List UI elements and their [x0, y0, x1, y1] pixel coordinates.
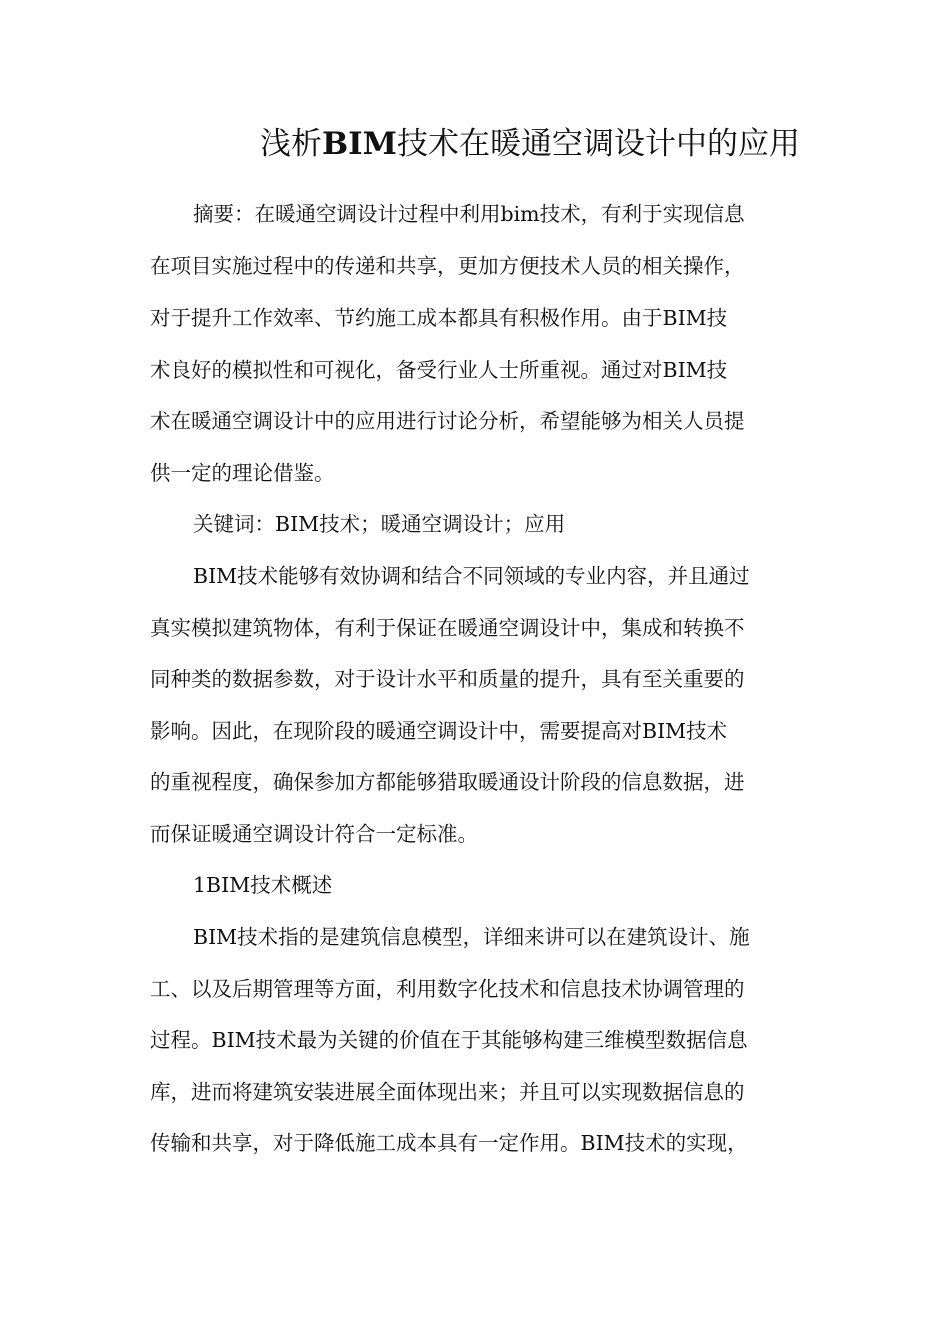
abstract-line: 对于提升工作效率、节约施工成本都具有积极作用。由于BIM技 — [150, 306, 728, 330]
body-line: 的重视程度，确保参加方都能够猎取暖通设计阶段的信息数据，进 — [150, 770, 745, 794]
body-line: 真实模拟建筑物体，有利于保证在暖通空调设计中，集成和转换不 — [150, 616, 745, 640]
abstract-line: 在项目实施过程中的传递和共享，更加方便技术人员的相关操作， — [150, 254, 745, 278]
body-line: 工、以及后期管理等方面，利用数字化技术和信息技术协调管理的 — [150, 977, 745, 1001]
abstract-line: 术良好的模拟性和可视化，备受行业人士所重视。通过对BIM技 — [150, 358, 728, 382]
body-line: 传输和共享，对于降低施工成本具有一定作用。BIM技术的实现， — [150, 1131, 748, 1155]
abstract-line: 供一定的理论借鉴。 — [150, 461, 335, 485]
body-line: 同种类的数据参数，对于设计水平和质量的提升，具有至关重要的 — [150, 667, 745, 691]
title-bold-term: BIM — [321, 126, 397, 162]
body-line: BIM技术能够有效协调和结合不同领域的专业内容，并且通过 — [193, 564, 750, 588]
abstract-line: 术在暖通空调设计中的应用进行讨论分析，希望能够为相关人员提 — [150, 409, 745, 433]
title-prefix: 浅析 — [259, 126, 322, 162]
section-heading: 1BIM技术概述 — [193, 873, 333, 897]
keywords-line: 关键词：BIM技术；暖通空调设计；应用 — [193, 512, 566, 536]
abstract-line: 摘要：在暖通空调设计过程中利用bim技术，有利于实现信息 — [193, 202, 745, 226]
body-line: 库，进而将建筑安装进展全面体现出来；并且可以实现数据信息的 — [150, 1080, 745, 1104]
body-line: 而保证暖通空调设计符合一定标准。 — [150, 822, 478, 846]
body-line: 影响。因此，在现阶段的暖通空调设计中，需要提高对BIM技术 — [150, 719, 728, 743]
body-line: 过程。BIM技术最为关键的价值在于其能够构建三维模型数据信息 — [150, 1028, 748, 1052]
body-line: BIM技术指的是建筑信息模型，详细来讲可以在建筑设计、施 — [193, 925, 750, 949]
document-title — [150, 121, 800, 167]
title-suffix: 技术在暖通空调设计中的应用 — [397, 126, 800, 162]
